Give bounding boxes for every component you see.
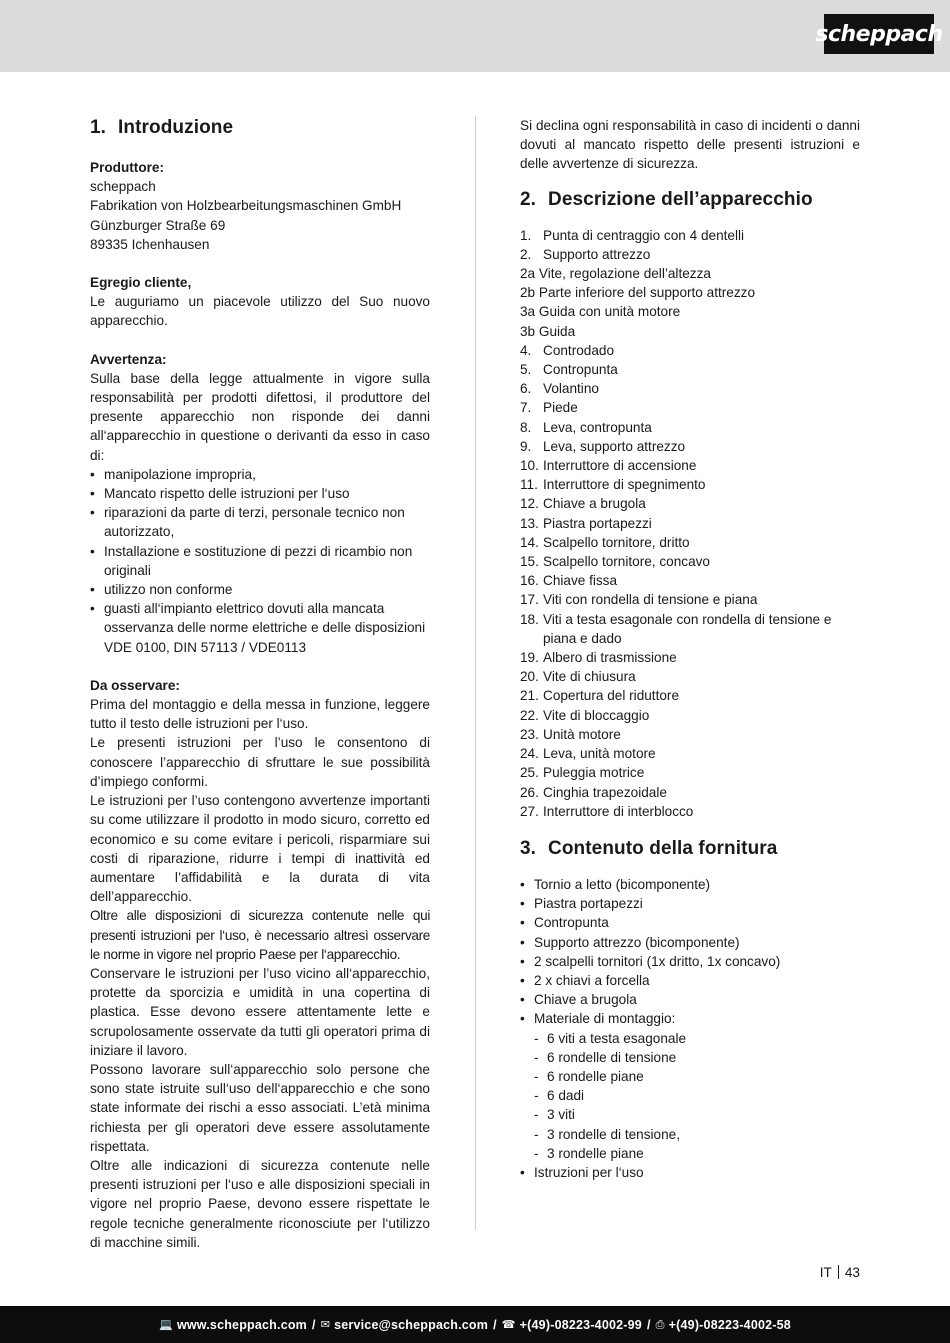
parts-list-item: 18. Viti a testa esagonale con rondella di tensione e piana e dado [520,611,832,646]
producer-label: Produttore: [90,160,165,175]
paragraph: Le istruzioni per l’uso contengono avvertenze importanti su come utilizzare il prodotto in modo sicuro, corretto ed economico e su come evitare i pericoli, risparmiare sui costi di riparazione, ridurre i tempi di inattività ed aumentare l’affidabilità e la durata di vita dell’apparecchio. [90,793,430,905]
list-item: • guasti all‘impianto elettrico dovuti alla mancata osservanza delle norme elettriche e delle disposizioni VDE 0100, DIN 57113 / VDE0113 [90,599,430,657]
list-item: • 2 x chiavi a forcella [520,971,860,990]
warning-list [90,465,430,657]
footer-phone: +(49)-08223-4002-99 [519,1317,642,1332]
warning-text: Sulla base della legge attualmente in vigore sulla responsabilità per prodotti difettosi, il produttore del presente apparecchio non risponde dei danni all‘apparecchio in questione o derivanti da esso in caso di: [90,370,430,463]
left-column [90,116,430,1252]
parts-list-item: 11. Interruttore di spegnimento [520,477,706,493]
parts-list-item: 24. Leva, unità motore [520,746,656,762]
list-item: • Piastra portapezzi [520,894,860,913]
parts-list-item: 12. Chiave a brugola [520,496,646,512]
sub-list-item: - 3 rondelle piane [520,1144,860,1163]
list-item: • Tornio a letto (bicomponente) [520,875,860,894]
parts-list-item: 1. Punta di centraggio con 4 dentelli [520,227,745,243]
parts-list-item: 17. Viti con rondella di tensione e piana [520,592,758,608]
parts-list-item: 3a Guida con unità motore [520,304,681,320]
list-item: • Installazione e sostituzione di pezzi di ricambio non originali [90,542,430,580]
supply-list-end [520,1163,860,1182]
sub-list-item: - 6 rondelle di tensione [520,1048,860,1067]
right-column [520,116,860,1182]
parts-list-item: 2. Supporto attrezzo [520,246,651,262]
parts-list-item: 6. Volantino [520,381,599,397]
mail-icon: ✉ [320,1318,331,1331]
paragraph: Prima del montaggio e della messa in funzione, leggere tutto il testo delle istruzioni per l‘uso. [90,697,430,732]
list-item: • Istruzioni per l‘uso [520,1163,860,1182]
parts-list-item: 4. Controdado [520,342,615,358]
greeting-label: Egregio cliente, [90,275,192,291]
greeting-text: Le auguriamo un piacevole utilizzo del Suo nuovo apparecchio. [90,294,430,329]
paragraph: Possono lavorare sull‘apparecchio solo persone che sono state istruite sull‘uso dell‘apparecchio e che sono state informate dei rischi a esso associati. L’età minima richiesta per gli operatori deve essere assolutamente rispettata. [90,1061,430,1154]
parts-list-item: 21. Copertura del riduttore [520,688,680,704]
brand-logo: scheppach [824,14,934,54]
parts-list-item: 2a Vite, regolazione dell’altezza [520,266,711,282]
parts-list-item: 5. Contropunta [520,362,618,378]
parts-list-item: 25. Puleggia motrice [520,765,645,781]
section-heading-description: 2. Descrizione dell’apparecchio [520,188,813,210]
list-item: • Chiave a brugola [520,990,860,1009]
parts-list-item: 22. Vite di bloccaggio [520,707,650,723]
sub-list-item: - 6 viti a testa esagonale [520,1029,860,1048]
parts-list-item: 3b Guida [520,323,576,339]
footer-fax: +(49)-08223-4002-58 [668,1317,791,1332]
parts-list-item: 20. Vite di chiusura [520,669,636,685]
column-divider [475,116,476,1230]
list-item: • Mancato rispetto delle istruzioni per l‘uso [90,484,430,503]
list-item: • riparazioni da parte di terzi, personale tecnico non autorizzato, [90,503,430,541]
sub-list-item: - 3 rondelle di tensione, [520,1125,860,1144]
disclaimer-text: Si declina ogni responsabilità in caso di incidenti o danni dovuti al mancato rispetto delle presenti istruzioni e delle avvertenze di sicurezza. [520,118,860,172]
parts-list-item: 10. Interruttore di accensione [520,458,697,474]
page-number: IT 43 [819,1265,860,1280]
parts-list-item: 19. Albero di trasmissione [520,650,677,666]
producer-line: scheppach [90,179,156,195]
parts-list-item: 23. Unità motore [520,726,621,742]
parts-list-item: 26. Cinghia trapezoidale [520,784,667,800]
list-item: • Materiale di montaggio: [520,1009,860,1028]
warning-label: Avvertenza: [90,351,167,367]
parts-list-item: 13. Piastra portapezzi [520,515,652,531]
sub-list-item: - 3 viti [520,1105,860,1124]
paragraph: Le presenti istruzioni per l’uso le consentono di conoscere l’apparecchio di sfruttare le sue possibilità d’impiego conformi. [90,735,430,789]
paragraph: Oltre alle indicazioni di sicurezza contenute nelle presenti istruzioni per l‘uso e alle disposizioni speciali in vigore nel proprio Paese, devono essere rispettate le regole tecniche generalmente riconosciute per l‘utilizzo di macchine simili. [90,1157,430,1250]
sub-list-item: - 6 dadi [520,1086,860,1105]
paragraph: Oltre alle disposizioni di sicurezza contenute nelle qui presenti istruzioni per l‘uso, è necessario altresì osservare le norme in vigore nel proprio Paese per l‘apparecchio. [90,908,430,962]
list-item: • 2 scalpelli tornitori (1x dritto, 1x concavo) [520,952,860,971]
section-heading-introduction: 1. Introduzione [90,117,234,138]
fax-icon: ⎙ [655,1317,665,1331]
footer-web-link[interactable]: www.scheppach.com [176,1317,307,1332]
parts-list [520,226,860,821]
producer-line: Fabrikation von Holzbearbeitungsmaschinen GmbH [90,198,402,214]
mounting-list [520,1029,860,1163]
footer-email-link[interactable]: service@scheppach.com [334,1317,489,1332]
supply-list [520,875,860,1029]
observe-label: Da osservare: [90,677,180,693]
list-item: • Supporto attrezzo (bicomponente) [520,933,860,952]
list-item: • manipolazione impropria, [90,465,430,484]
producer-line: 89335 Ichenhausen [90,236,210,252]
footer-bar: 💻 www.scheppach.com / ✉ service@scheppach.com / ☎ +(49)-08223-4002-99 / ⎙ +(49)-08223-4002-58 [0,1306,950,1343]
parts-list-item: 8. Leva, contropunta [520,419,652,435]
parts-list-item: 27. Interruttore di interblocco [520,803,694,819]
parts-list-item: 7. Piede [520,400,578,416]
parts-list-item: 2b Parte inferiore del supporto attrezzo [520,285,756,301]
sub-list-item: - 6 rondelle piane [520,1067,860,1086]
header-bar [0,0,950,72]
producer-line: Günzburger Straße 69 [90,217,226,233]
parts-list-item: 16. Chiave fissa [520,573,618,589]
parts-list-item: 9. Leva, supporto attrezzo [520,438,686,454]
phone-icon: ☎ [501,1318,516,1331]
section-heading-supply: 3. Contenuto della fornitura [520,837,778,859]
list-item: • Contropunta [520,913,860,932]
paragraph: Conservare le istruzioni per l’uso vicino all‘apparecchio, protette da sporcizia e umidità in una copertina di plastica. Esse devono essere attentamente lette e scrupolosamente osservate da tutti gli operatori prima di iniziare il lavoro. [90,965,430,1058]
list-item: • utilizzo non conforme [90,580,430,599]
computer-icon: 💻 [159,1318,173,1331]
parts-list-item: 14. Scalpello tornitore, dritto [520,534,690,550]
parts-list-item: 15. Scalpello tornitore, concavo [520,554,710,570]
